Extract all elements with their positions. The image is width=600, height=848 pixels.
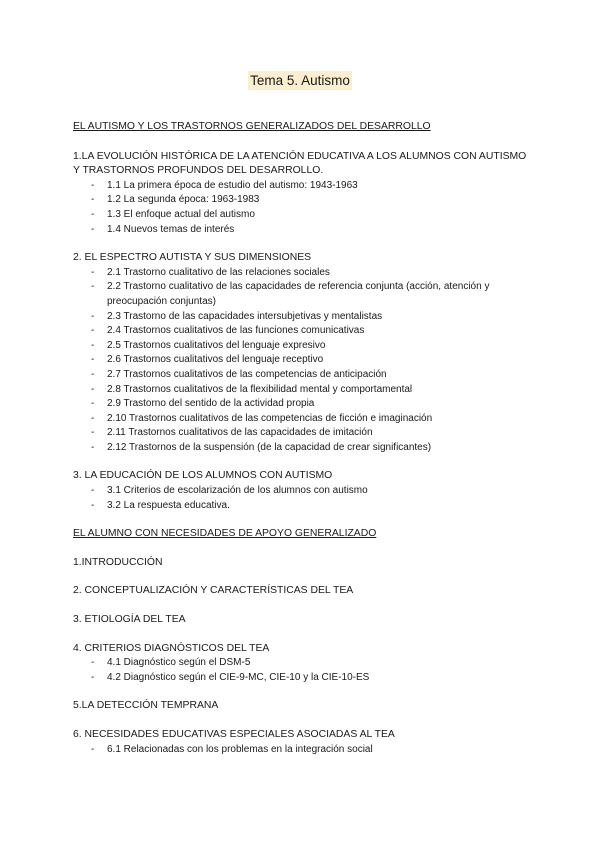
list-item: - 2.12 Trastornos de la suspensión (de la capacidad de crear significantes) [73, 441, 533, 456]
page-title: Tema 5. Autismo [250, 73, 350, 88]
list-item: - 3.2 La respuesta educativa. [73, 499, 533, 514]
section-title: 4. CRITERIOS DIAGNÓSTICOS DEL TEA [73, 642, 270, 654]
list-item: - 1.3 El enfoque actual del autismo [73, 208, 533, 223]
list-item: - 1.1 La primera época de estudio del autismo: 1943-1963 [73, 179, 533, 194]
list-item: - 2.11 Trastornos cualitativos de las capacidades de imitación [73, 426, 533, 441]
section-title: 1.INTRODUCCIÓN [73, 556, 163, 568]
part1-heading: EL AUTISMO Y LOS TRASTORNOS GENERALIZADOS DEL DESARROLLO [73, 121, 431, 132]
list-item: - 2.10 Trastornos cualitativos de las competencias de ficción e imaginación [73, 412, 533, 427]
section-title: 6. NECESIDADES EDUCATIVAS ESPECIALES ASOCIADAS AL TEA [73, 729, 395, 740]
subsection-list [73, 656, 533, 685]
section-title: 3. ETIOLOGÍA DEL TEA [73, 614, 186, 626]
section-title: 3. LA EDUCACIÓN DE LOS ALUMNOS CON AUTISMO [73, 470, 333, 482]
list-item: - 1.4 Nuevos temas de interés [73, 223, 533, 238]
list-item: - 6.1 Relacionadas con los problemas en la integración social [73, 743, 533, 758]
list-item: - 2.1 Trastorno cualitativo de las relaciones sociales [73, 266, 533, 281]
list-item: - 2.5 Trastornos cualitativos del lenguaje expresivo [73, 339, 533, 354]
list-item: - 2.8 Trastornos cualitativos de la flexibilidad mental y comportamental [73, 383, 533, 398]
section-title: 2. CONCEPTUALIZACIÓN Y CARACTERÍSTICAS DEL TEA [73, 585, 354, 597]
list-item: - 2.4 Trastornos cualitativos de las funciones comunicativas [73, 324, 533, 339]
section-title: 5.LA DETECCIÓN TEMPRANA [73, 700, 219, 712]
list-item: - 4.1 Diagnóstico según el DSM-5 [73, 656, 533, 671]
subsection-list [73, 743, 533, 758]
list-item: - 2.6 Trastornos cualitativos del lenguaje receptivo [73, 353, 533, 368]
document-content [73, 120, 533, 757]
list-item: - 1.2 La segunda época: 1963-1983 [73, 193, 533, 208]
part2-heading: EL ALUMNO CON NECESIDADES DE APOYO GENERALIZADO [73, 528, 377, 540]
subsection-list [73, 179, 533, 237]
list-item: - 4.2 Diagnóstico según el CIE-9-MC, CIE-10 y la CIE-10-ES [73, 671, 533, 686]
list-item: - 2.9 Trastorno del sentido de la actividad propia [73, 397, 533, 412]
list-item: - 3.1 Criterios de escolarización de los alumnos con autismo [73, 484, 533, 499]
list-item: - 2.3 Trastorno de las capacidades intersubjetivas y mentalistas [73, 310, 533, 325]
list-item: - 2.2 Trastorno cualitativo de las capacidades de referencia conjunta (acción, atención y preocupación conjuntas) [73, 280, 533, 309]
subsection-list [73, 266, 533, 456]
subsection-list [73, 484, 533, 513]
section-title: 1.LA EVOLUCIÓN HISTÓRICA DE LA ATENCIÓN EDUCATIVA A LOS ALUMNOS CON AUTISMO Y TRASTORNOS PROFUNDOS DEL DESARROLLO. [73, 150, 527, 177]
section-title: 2. EL ESPECTRO AUTISTA Y SUS DIMENSIONES [73, 252, 312, 264]
list-item: - 2.7 Trastornos cualitativos de las competencias de anticipación [73, 368, 533, 383]
